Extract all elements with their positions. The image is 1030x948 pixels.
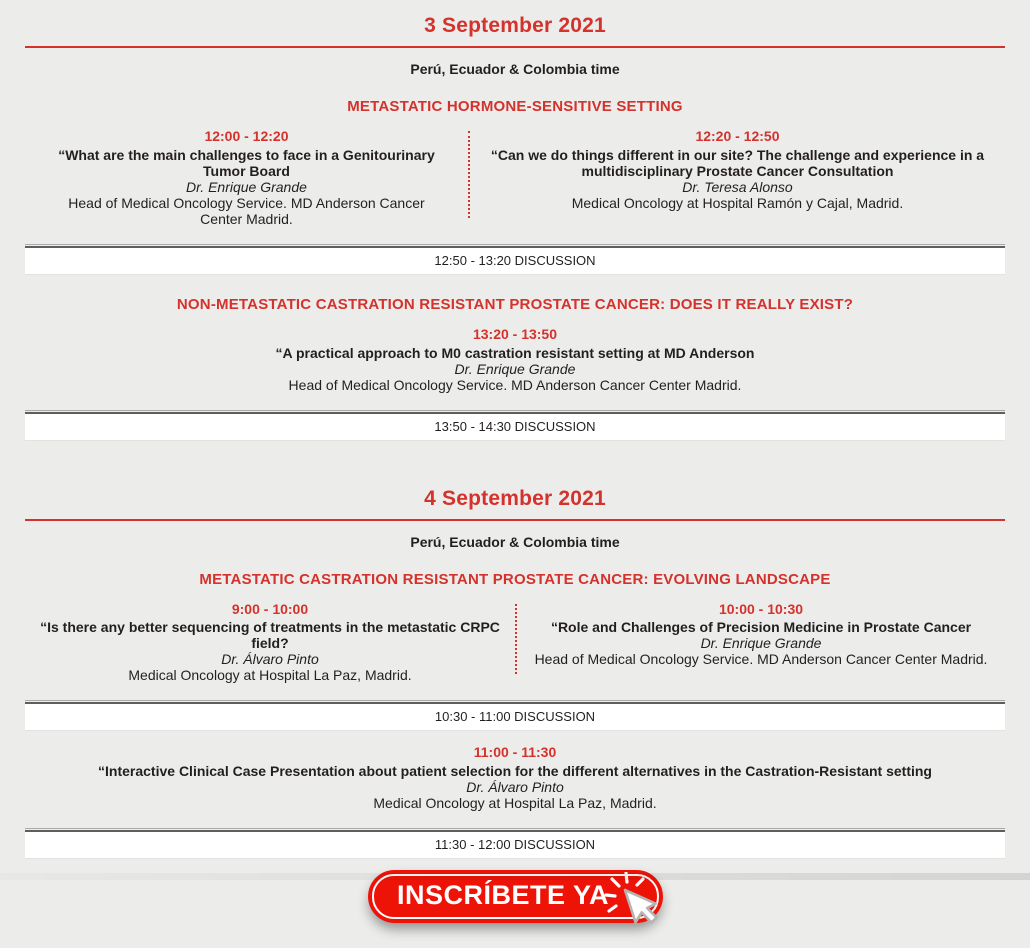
day-title: 3 September 2021 bbox=[424, 14, 606, 37]
talk-speaker: Dr. Enrique Grande bbox=[454, 360, 576, 377]
talk-time: 12:00 - 12:20 bbox=[204, 128, 289, 144]
day-title: 4 September 2021 bbox=[424, 486, 606, 510]
talk-column-right bbox=[517, 602, 1005, 685]
day-block-3-september bbox=[0, 14, 1030, 441]
talk-column-left bbox=[25, 602, 515, 685]
discussion-bar bbox=[25, 828, 1005, 859]
divider-line bbox=[25, 828, 1005, 829]
timezone-label: Perú, Ecuador & Colombia time bbox=[410, 61, 620, 77]
talk-item bbox=[98, 745, 932, 812]
talk-affiliation: Head of Medical Oncology Service. MD Anderson Cancer Center Madrid. bbox=[68, 194, 425, 227]
talk-affiliation: Medical Oncology at Hospital La Paz, Madrid. bbox=[128, 667, 412, 684]
talk-item bbox=[470, 129, 1005, 228]
talk-item bbox=[35, 602, 505, 685]
discussion-bar bbox=[25, 700, 1005, 731]
talk-title: “Can we do things different in our site? The challenge and experience in a multidisciplinary Prostate Cancer Consultation bbox=[490, 146, 985, 179]
talk-column-left bbox=[25, 129, 468, 228]
divider-line bbox=[25, 700, 1005, 701]
red-divider bbox=[25, 46, 1005, 48]
talk-speaker: Dr. Teresa Alonso bbox=[682, 178, 793, 195]
session-title: METASTATIC HORMONE-SENSITIVE SETTING bbox=[347, 98, 683, 115]
talk-speaker: Dr. Enrique Grande bbox=[700, 635, 822, 652]
talk-row-single bbox=[25, 327, 1005, 394]
discussion-bar bbox=[25, 410, 1005, 441]
talk-time: 9:00 - 10:00 bbox=[231, 600, 309, 617]
bottom-shadow-strip bbox=[0, 873, 1030, 880]
discussion-bar bbox=[25, 244, 1005, 275]
talk-row bbox=[25, 602, 1005, 685]
session-title: NON-METASTATIC CASTRATION RESISTANT PROSTATE CANCER: DOES IT REALLY EXIST? bbox=[176, 295, 854, 313]
discussion-label: 11:30 - 12:00 DISCUSSION bbox=[25, 832, 1005, 859]
talk-title: “Is there any better sequencing of treatments in the metastatic CRPC field? bbox=[40, 619, 500, 652]
talk-time: 11:00 - 11:30 bbox=[473, 744, 557, 761]
inscribete-button-label: INSCRÍBETE YA bbox=[396, 880, 610, 911]
talk-time: 13:20 - 13:50 bbox=[472, 325, 558, 342]
divider-line bbox=[25, 244, 1005, 245]
talk-item bbox=[276, 327, 755, 394]
talk-time: 10:00 - 10:30 bbox=[718, 600, 804, 617]
talk-column-right bbox=[470, 129, 1005, 228]
talk-affiliation: Medical Oncology at Hospital Ramón y Cajal, Madrid. bbox=[571, 194, 904, 211]
discussion-label: 13:50 - 14:30 DISCUSSION bbox=[25, 414, 1005, 441]
talk-item bbox=[535, 602, 988, 685]
divider-line bbox=[25, 410, 1005, 411]
day-block-4-september bbox=[0, 487, 1030, 860]
talk-speaker: Dr. Enrique Grande bbox=[186, 178, 307, 195]
talk-speaker: Dr. Álvaro Pinto bbox=[466, 779, 564, 796]
talk-affiliation: Head of Medical Oncology Service. MD Anderson Cancer Center Madrid. bbox=[534, 651, 988, 668]
red-divider bbox=[25, 519, 1005, 521]
talk-time: 12:20 - 12:50 bbox=[695, 128, 780, 144]
timezone-label: Perú, Ecuador & Colombia time bbox=[410, 533, 620, 550]
talk-row-single bbox=[25, 745, 1005, 812]
talk-affiliation: Medical Oncology at Hospital La Paz, Madrid. bbox=[373, 795, 657, 812]
discussion-label: 10:30 - 11:00 DISCUSSION bbox=[25, 704, 1005, 731]
session-title: METASTATIC CASTRATION RESISTANT PROSTATE CANCER: EVOLVING LANDSCAPE bbox=[199, 570, 831, 588]
talk-speaker: Dr. Álvaro Pinto bbox=[221, 651, 319, 668]
talk-title: “Role and Challenges of Precision Medicine in Prostate Cancer bbox=[550, 619, 972, 636]
talk-item bbox=[56, 129, 436, 228]
talk-title: “Interactive Clinical Case Presentation about patient selection for the different alternatives in the Castration-Resistant setting bbox=[98, 763, 932, 780]
talk-affiliation: Head of Medical Oncology Service. MD Anderson Cancer Center Madrid. bbox=[288, 376, 742, 393]
talk-title: “What are the main challenges to face in a Genitourinary Tumor Board bbox=[58, 146, 435, 179]
talk-row bbox=[25, 129, 1005, 228]
cursor-click-icon bbox=[601, 872, 677, 948]
discussion-label: 12:50 - 13:20 DISCUSSION bbox=[25, 248, 1005, 275]
talk-title: “A practical approach to M0 castration resistant setting at MD Anderson bbox=[275, 344, 755, 361]
